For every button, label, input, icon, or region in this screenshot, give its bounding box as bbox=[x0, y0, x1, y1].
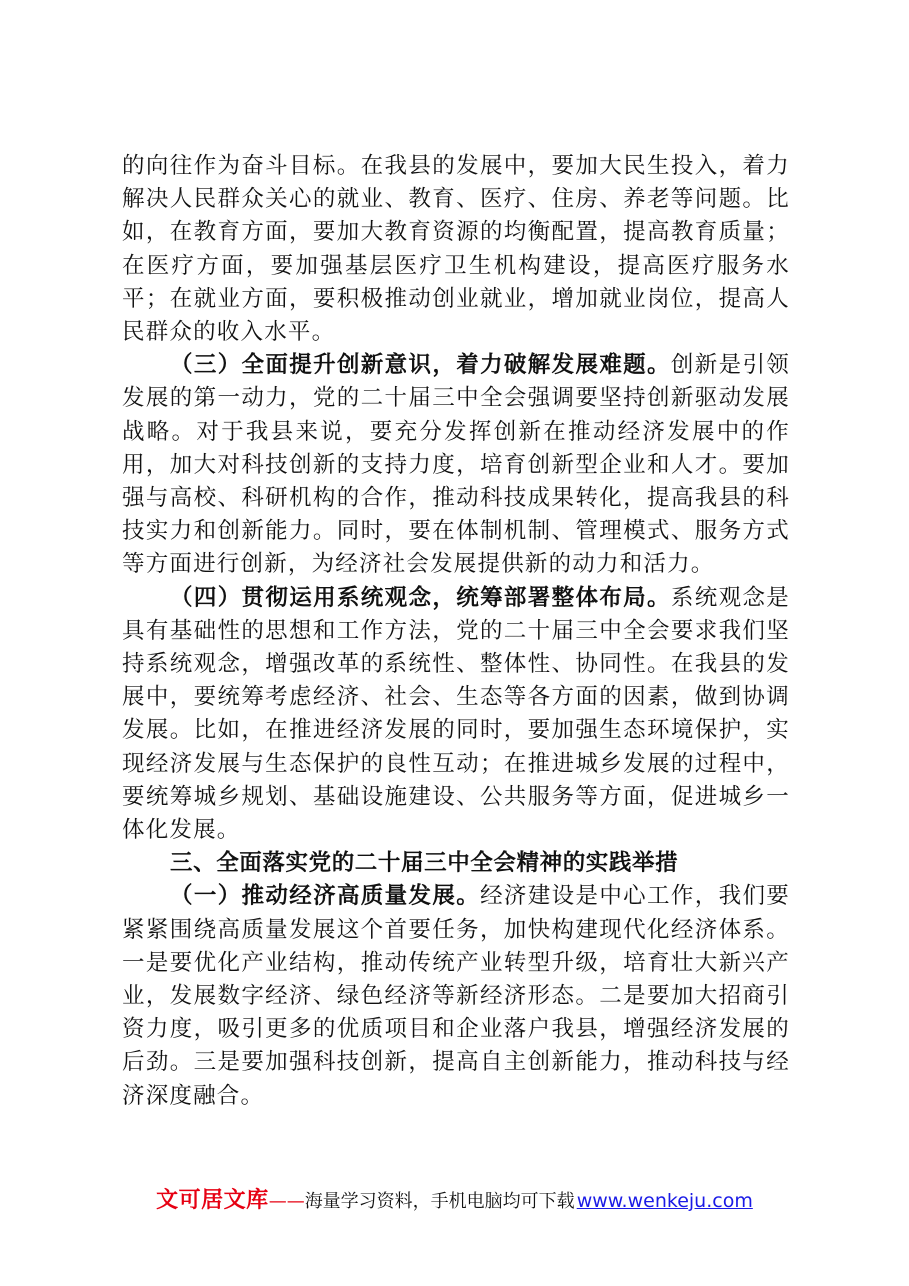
footer-slogan: 海量学习资料，手机电脑均可下载 bbox=[304, 1191, 575, 1212]
footer-banner bbox=[0, 1183, 909, 1214]
paragraph-lead: （四）贯彻运用系统观念，统筹部署整体布局。 bbox=[170, 584, 671, 611]
paragraph-continuation bbox=[122, 150, 790, 349]
paragraph-innovation bbox=[122, 349, 790, 581]
paragraph-text: 创新是引领发展的第一动力，党的二十届三中全会强调要坚持创新驱动发展战略。对于我县来说，要充分发挥创新在推动经济发展中的作用，加大对科技创新的支持力度，培育创新型企业和人才。要加强与高校、科研机构的合作，推动科技成果转化，提高我县的科技实力和创新能力。同时，要在体制机制、管理模式、服务方式等方面进行创新，为经济社会发展提供新的动力和活力。 bbox=[122, 352, 790, 578]
paragraph-text: 的向往作为奋斗目标。在我县的发展中，要加大民生投入，着力解决人民群众关心的就业、教育、医疗、住房、养老等问题。比如，在教育方面，要加大教育资源的均衡配置，提高教育质量；在医疗方面，要加强基层医疗卫生机构建设，提高医疗服务水平；在就业方面，要积极推动创业就业，增加就业岗位，提高人民群众的收入水平。 bbox=[122, 153, 790, 346]
document-body bbox=[122, 150, 790, 1113]
section-heading: 三、全面落实党的二十届三中全会精神的实践举措 bbox=[170, 850, 679, 877]
paragraph-economy bbox=[122, 880, 790, 1112]
paragraph-lead: （一）推动经济高质量发展。 bbox=[170, 883, 481, 910]
footer-website-link[interactable]: www.wenkeju.com bbox=[576, 1190, 753, 1212]
paragraph-system-concept bbox=[122, 582, 790, 848]
footer-brand: 文可居文库 bbox=[156, 1188, 269, 1213]
paragraph-text: 系统观念是具有基础性的思想和工作方法，党的二十届三中全会要求我们坚持系统观念，增强改革的系统性、整体性、协同性。在我县的发展中，要统筹考虑经济、社会、生态等各方面的因素，做到协调发展。比如，在推进经济发展的同时，要加强生态环境保护，实现经济发展与生态保护的良性互动；在推进城乡发展的过程中，要统筹城乡规划、基础设施建设、公共服务等方面，促进城乡一体化发展。 bbox=[122, 584, 790, 844]
paragraph-lead: （三）全面提升创新意识，着力破解发展难题。 bbox=[170, 352, 671, 379]
footer-dash: —— bbox=[268, 1191, 305, 1212]
paragraph-text: 经济建设是中心工作，我们要紧紧围绕高质量发展这个首要任务，加快构建现代化经济体系。一是要优化产业结构，推动传统产业转型升级，培育壮大新兴产业，发展数字经济、绿色经济等新经济形态。二是要加大招商引资力度，吸引更多的优质项目和企业落户我县，增强经济发展的后劲。三是要加强科技创新，提高自主创新能力，推动科技与经济深度融合。 bbox=[122, 883, 790, 1109]
